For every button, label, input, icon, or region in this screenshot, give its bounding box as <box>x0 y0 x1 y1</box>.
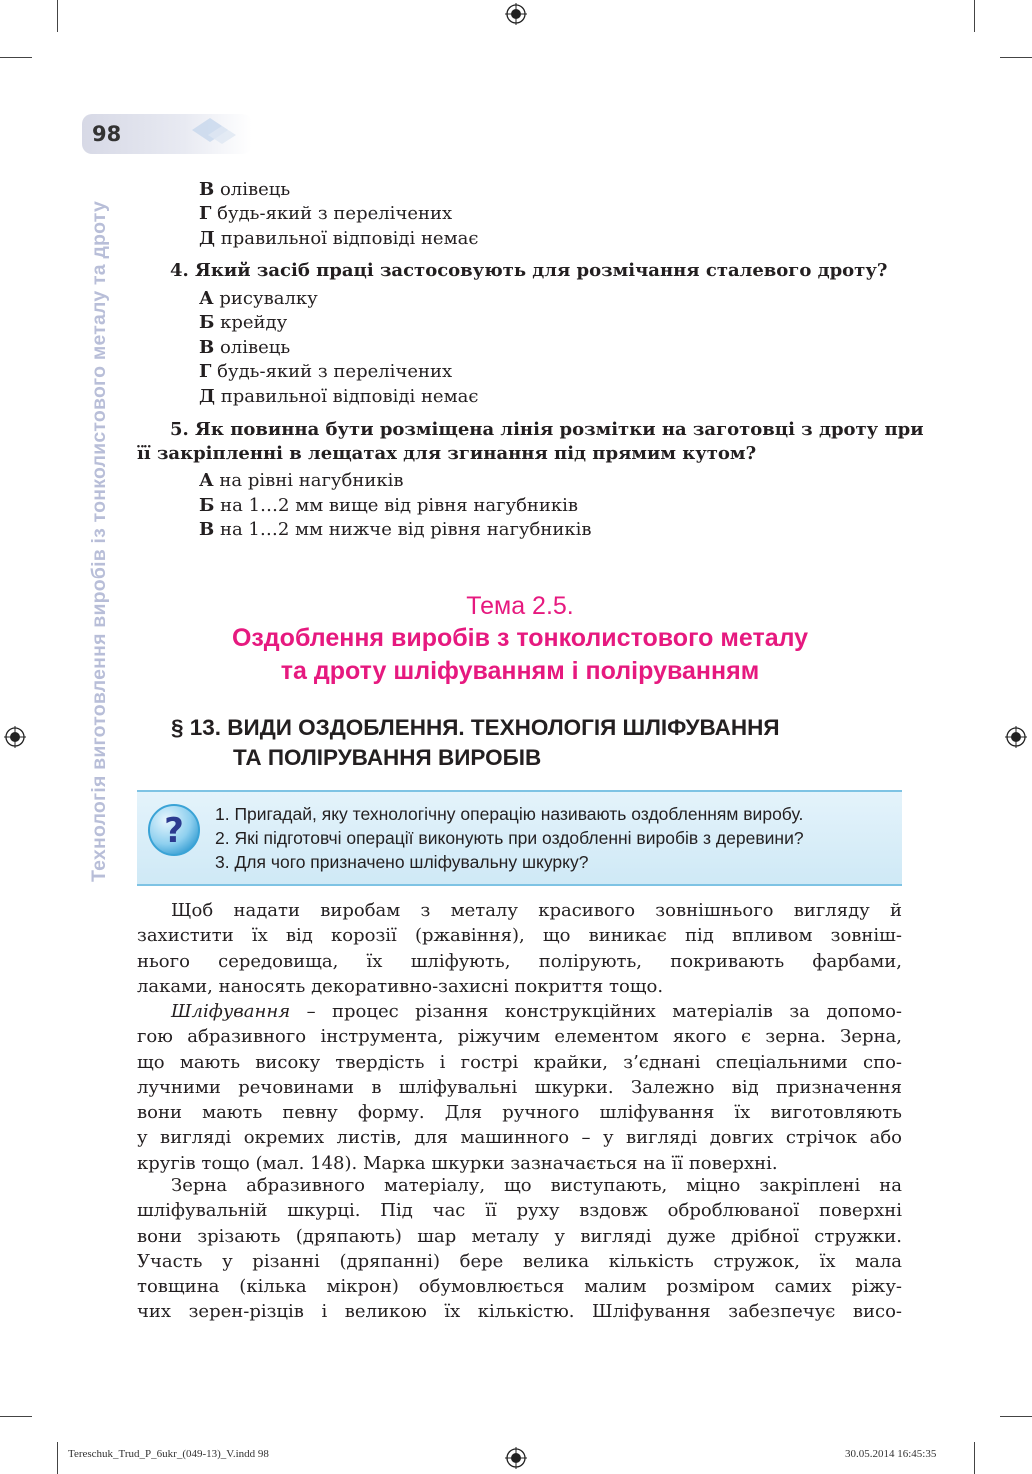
answer-option: А рисувалку <box>199 288 318 309</box>
body-paragraph-2: Шліфування – процес різання конструкційних матеріалів за допомо- гою абразивного інструмента, ріжучим елементом якого є зерна. Зерна, що мають високу твердість і гострі крайки, з’єднані спеціальними спо- лучними речовинами в шліфувальні шкурки. Залежно від призначення вони мають певну форму. Для ручного шліфування їх виготовляють у вигляді окремих листів, для машинного – у вигляді довгих стрічок або кругів тощо (мал. 148). Марка шкурки зазначається на її поверхні. <box>137 1001 902 1174</box>
answer-option: Д правильної відповіді немає <box>199 228 479 249</box>
review-question: 1. Пригадай, яку технологічну операцію називають оздобленням виробу. <box>215 804 804 824</box>
footer-datetime: 30.05.2014 16:45:35 <box>845 1448 937 1460</box>
crop-mark <box>57 1442 58 1474</box>
answer-option: В олівець <box>199 337 291 358</box>
question-5: 5. Як повинна бути розміщена лінія розмітки на заготовці з дроту при <box>170 419 924 440</box>
term-italic: Шліфування <box>171 1001 291 1022</box>
answer-option: Б крейду <box>199 312 288 333</box>
question-mark-icon <box>146 802 202 858</box>
topic-title-line-2: та дроту шліфуванням і поліруванням <box>280 657 760 685</box>
crop-mark <box>1000 1416 1032 1417</box>
answer-option: В на 1…2 мм нижче від рівня нагубників <box>199 519 592 540</box>
crop-mark <box>1000 57 1032 58</box>
page-number: 98 <box>92 122 122 146</box>
running-head: Технологія виготовлення виробів із тонколистового металу та дроту <box>88 200 110 882</box>
section-title-line-1: § 13. ВИДИ ОЗДОБЛЕННЯ. ТЕХНОЛОГІЯ ШЛІФУВАННЯ <box>171 715 780 740</box>
crop-mark <box>0 1416 32 1417</box>
answer-option: А на рівні нагубників <box>199 470 404 491</box>
section-title-line-2: ТА ПОЛІРУВАННЯ ВИРОБІВ <box>233 745 542 770</box>
registration-mark-icon <box>1005 726 1027 748</box>
registration-mark-icon <box>505 1447 527 1469</box>
crop-mark <box>974 0 975 32</box>
review-question: 2. Які підготовчі операції виконують при оздобленні виробів з деревини? <box>215 828 804 848</box>
topic-title-line-1: Оздоблення виробів з тонколистового металу <box>231 624 809 652</box>
review-question: 3. Для чого призначено шліфувальну шкурку? <box>215 852 589 872</box>
crop-mark <box>0 57 32 58</box>
term-line: Шліфування – процес різання конструкційних матеріалів за допомо- <box>171 1001 902 1022</box>
crop-mark <box>57 0 58 32</box>
svg-text:?: ? <box>164 811 184 851</box>
crop-mark <box>974 1442 975 1474</box>
question-5-line-2: її закріпленні в лещатах для згинання під прямим кутом? <box>137 443 757 464</box>
answer-option: Д правильної відповіді немає <box>199 386 479 407</box>
answer-option: В олівець <box>199 179 291 200</box>
answer-option: Г будь-який з перелічених <box>199 361 453 382</box>
body-paragraph-1: Щоб надати виробам з металу красивого зовнішнього вигляду й захистити їх від корозії (ржавіння), що виникає під впливом зовніш- нього середовища, їх шліфують, полірують, покривають фарбами, лаками, наносять декоративно-захисні покриття тощо. <box>137 900 902 997</box>
question-4: 4. Який засіб праці застосовують для розмічання сталевого дроту? <box>170 260 888 281</box>
answer-option: Г будь-який з перелічених <box>199 203 453 224</box>
registration-mark-icon <box>505 3 527 25</box>
footer-file-name: Tereschuk_Trud_P_6ukr_(049-13)_V.indd 98 <box>68 1448 269 1460</box>
topic-label: Тема 2.5. <box>466 592 574 620</box>
body-paragraph-3: Зерна абразивного матеріалу, що виступають, міцно закріплені на шліфувальній шкурці. Під час її руху вздовж оброблюваної поверхні вони зрізають (дряпають) шар металу у вигляді дуже дрібної стружки. Участь у різанні (дряпанні) бере велика кількість стружок, їх мала товщина (кілька мікрон) обумовлюється малим розміром самих ріжу- чих зерен-різців і великою їх кількістю. Шліфування забезпечує висо- <box>137 1175 902 1323</box>
registration-mark-icon <box>4 726 26 748</box>
answer-option: Б на 1…2 мм вище від рівня нагубників <box>199 495 579 516</box>
